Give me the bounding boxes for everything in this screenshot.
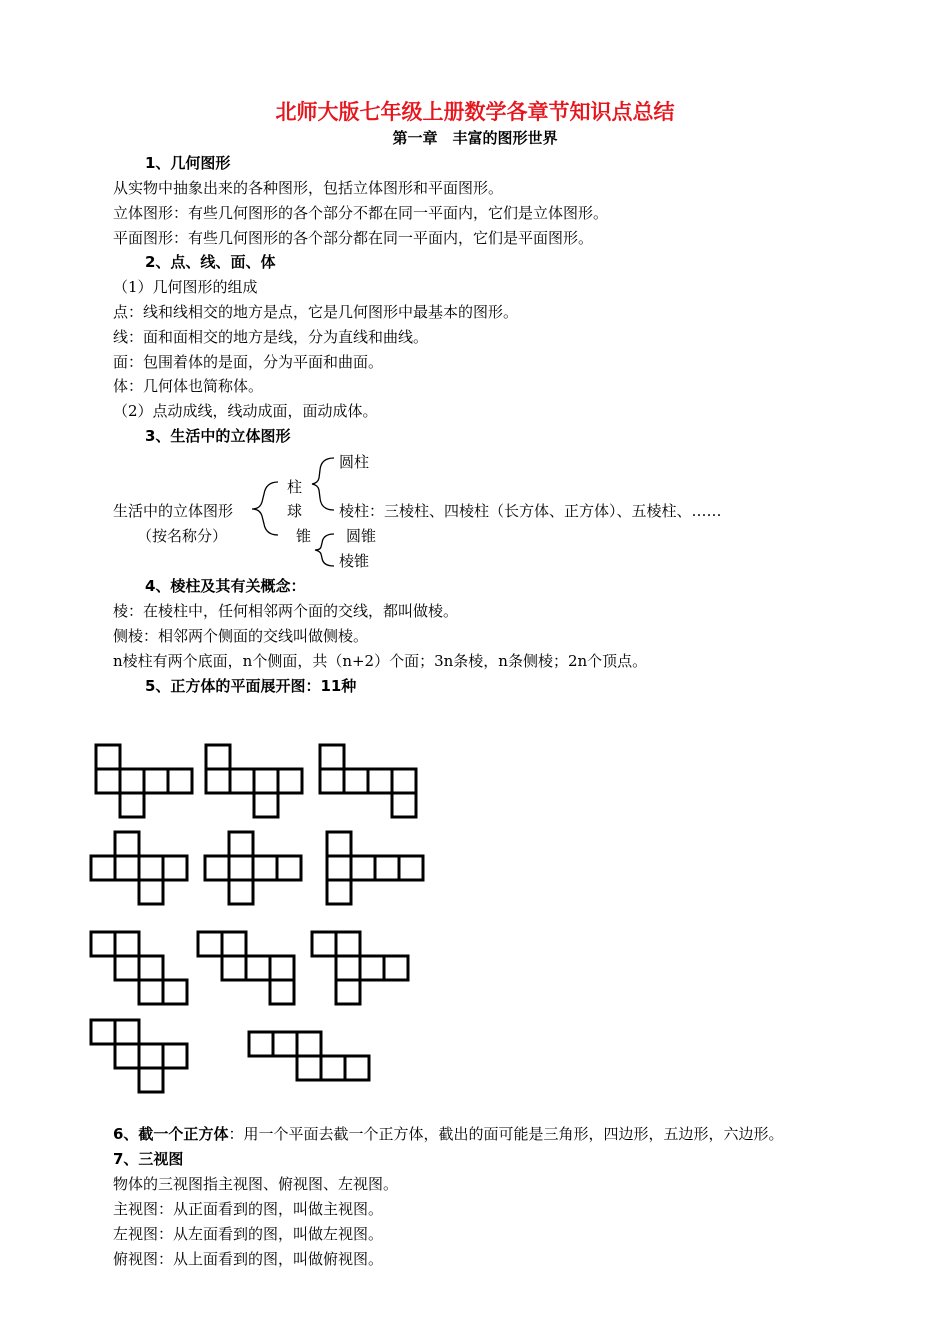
section-5-heading: 5、正方体的平面展开图：11种 [145, 677, 357, 695]
cube-net [249, 1032, 369, 1080]
section-4-line: n棱柱有两个底面，n个侧面，共（n+2）个面；3n条棱，n条侧棱；2n个顶点。 [113, 652, 648, 670]
cube-net-face [115, 1020, 139, 1044]
cube-net-face [320, 745, 344, 769]
section-1-heading: 1、几何图形 [145, 154, 231, 172]
cube-net-face [253, 856, 277, 880]
cube-net-face [205, 856, 229, 880]
cube-net-face [139, 1068, 163, 1092]
section-2-line: 面：包围着体的是面，分为平面和曲面。 [113, 353, 384, 371]
cube-net-face [163, 980, 187, 1004]
cube-net-face [91, 932, 115, 956]
branch-cone: 圆锥 [346, 527, 377, 545]
cube-net [198, 932, 294, 1004]
cube-net-face [198, 932, 222, 956]
cube-net-face [139, 1044, 163, 1068]
cube-net [312, 932, 408, 1004]
branch-prism-class: 柱 [287, 478, 303, 496]
cube-net-face [115, 932, 139, 956]
section-2-heading: 2、点、线、面、体 [145, 253, 276, 271]
cube-net-face [163, 856, 187, 880]
cube-net-face [229, 880, 253, 904]
cube-net-face [139, 856, 163, 880]
cube-net-face [270, 956, 294, 980]
cube-net-face [273, 1032, 297, 1056]
cube-net-face [312, 932, 336, 956]
section-4-line: 侧棱：相邻两个侧面的交线叫做侧棱。 [113, 627, 369, 645]
cube-net-face [327, 832, 351, 856]
section-4-heading: 4、棱柱及其有关概念： [145, 577, 306, 595]
cube-net-face [96, 769, 120, 793]
cube-net [205, 832, 301, 904]
section-2-line: 线：面和面相交的地方是线，分为直线和曲线。 [113, 328, 429, 346]
cube-net-face [254, 793, 278, 817]
cube-net-face [336, 956, 360, 980]
section-6-line [113, 1123, 783, 1144]
cube-net-face [321, 1056, 345, 1080]
cube-net-face [297, 1056, 321, 1080]
cube-net [206, 745, 302, 817]
cube-net-face [320, 769, 344, 793]
cube-net-face [270, 980, 294, 1004]
cube-net-face [336, 932, 360, 956]
cube-net-face [144, 769, 168, 793]
section-1-line: 平面图形：有些几何图形的各个部分都在同一平面内，它们是平面图形。 [113, 229, 594, 247]
branch-pyramid: 棱锥 [339, 552, 370, 570]
cube-net-face [163, 1044, 187, 1068]
cube-net-face [375, 856, 399, 880]
cube-net [327, 832, 423, 904]
cube-net-face [91, 856, 115, 880]
cube-net-face [230, 769, 254, 793]
cube-net-face [91, 1020, 115, 1044]
cube-net-face [246, 956, 270, 980]
cube-net [320, 745, 416, 817]
section-7-line: 物体的三视图指主视图、俯视图、左视图。 [113, 1175, 399, 1193]
section-7-line: 主视图：从正面看到的图，叫做主视图。 [113, 1200, 384, 1218]
section-2-line: （2）点动成线，线动成面，面动成体。 [113, 402, 378, 420]
cube-net-face [254, 769, 278, 793]
cube-net-face [277, 856, 301, 880]
cube-net-face [222, 956, 246, 980]
section-1-line: 从实物中抽象出来的各种图形，包括立体图形和平面图形。 [113, 179, 504, 197]
cube-net-face [392, 793, 416, 817]
cube-net-face [297, 1032, 321, 1056]
cube-net-face [120, 769, 144, 793]
branch-prism: 棱柱：三棱柱、四棱柱（长方体、正方体）、五棱柱、…… [339, 502, 722, 520]
cube-net-face [399, 856, 423, 880]
branch-cone-class: 锥 [296, 527, 312, 545]
section-6-heading: 6、截一个正方体 [113, 1125, 229, 1143]
cube-net-face [115, 832, 139, 856]
cube-net-face [249, 1032, 273, 1056]
section-7-line: 俯视图：从上面看到的图，叫做俯视图。 [113, 1250, 384, 1268]
cube-net-face [115, 1044, 139, 1068]
cube-net-face [115, 956, 139, 980]
cube-net-face [229, 832, 253, 856]
cube-net-face [229, 856, 253, 880]
cube-net-face [327, 856, 351, 880]
cube-net-face [115, 856, 139, 880]
cube-net-face [206, 745, 230, 769]
cube-net-face [96, 745, 120, 769]
cube-net-face [278, 769, 302, 793]
section-7-line: 左视图：从左面看到的图，叫做左视图。 [113, 1225, 384, 1243]
cube-net-face [120, 793, 144, 817]
section-4-line: 棱：在棱柱中，任何相邻两个面的交线，都叫做棱。 [113, 602, 459, 620]
section-2-line: 点：线和线相交的地方是点，它是几何图形中最基本的图形。 [113, 303, 519, 321]
section-1-line: 立体图形：有些几何图形的各个部分不都在同一平面内，它们是立体图形。 [113, 204, 609, 222]
classification-note: （按名称分） [137, 527, 228, 545]
classification-root: 生活中的立体图形 [113, 502, 234, 520]
cube-net-face [368, 769, 392, 793]
cube-net-face [345, 1056, 369, 1080]
cube-net [91, 932, 187, 1004]
cube-net-face [139, 980, 163, 1004]
cube-net-face [344, 769, 368, 793]
section-7-heading: 7、三视图 [113, 1150, 184, 1168]
section-3-heading: 3、生活中的立体图形 [145, 427, 291, 445]
cube-net-face [360, 956, 384, 980]
document-title: 北师大版七年级上册数学各章节知识点总结 [275, 100, 675, 124]
cube-net-face [351, 856, 375, 880]
section-2-line: 体：几何体也简称体。 [113, 377, 264, 395]
chapter-title: 第一章 丰富的图形世界 [392, 129, 558, 147]
cube-net-face [139, 880, 163, 904]
cube-net-face [139, 956, 163, 980]
branch-cylinder: 圆柱 [339, 453, 370, 471]
cube-net-face [206, 769, 230, 793]
cube-net-face [222, 932, 246, 956]
cube-net-face [327, 880, 351, 904]
cube-net-face [392, 769, 416, 793]
cube-net [91, 1020, 187, 1092]
cube-net [96, 745, 192, 817]
section-2-line: （1）几何图形的组成 [113, 278, 258, 296]
cube-net-face [168, 769, 192, 793]
section-6-text: ：用一个平面去截一个正方体，截出的面可能是三角形，四边形，五边形，六边形。 [228, 1125, 784, 1143]
cube-net-face [336, 980, 360, 1004]
cube-net [91, 832, 187, 904]
cube-net-face [384, 956, 408, 980]
branch-sphere: 球 [287, 502, 303, 520]
